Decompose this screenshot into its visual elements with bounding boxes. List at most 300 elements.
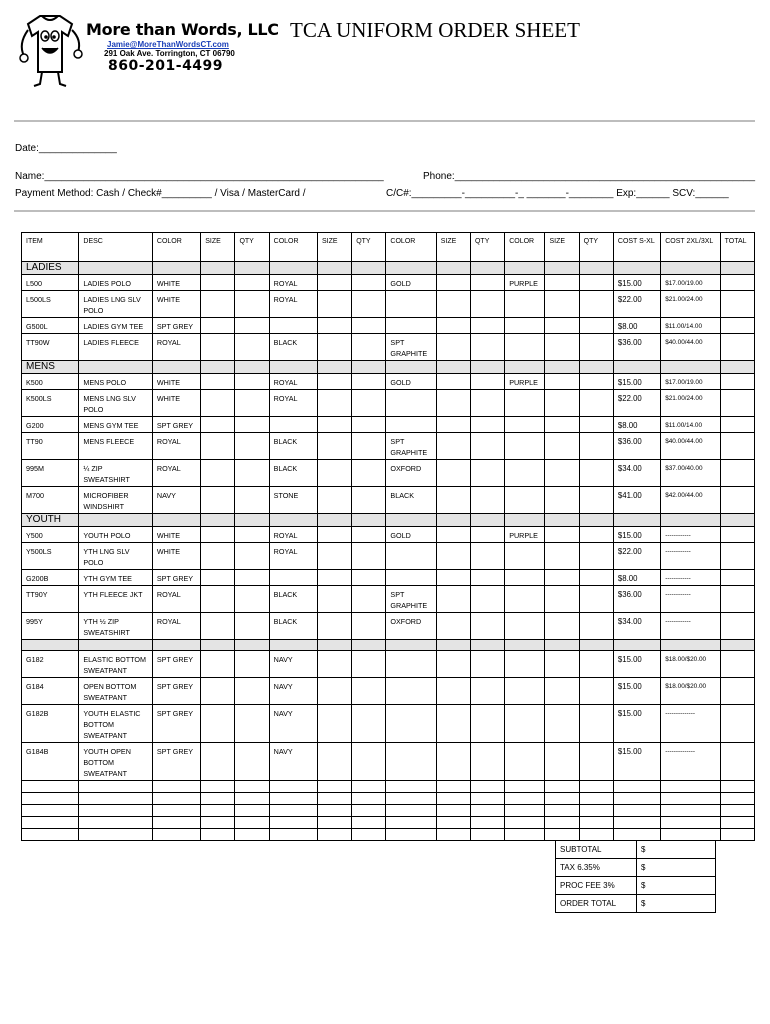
- size-input-cell[interactable]: [545, 705, 579, 743]
- color-option: SPT GRAPHITE: [386, 586, 436, 613]
- blank-input-cell[interactable]: [436, 793, 470, 805]
- qty-input-cell[interactable]: [470, 613, 504, 640]
- qty-input-cell[interactable]: [352, 613, 386, 640]
- qty-input-cell[interactable]: [470, 390, 504, 417]
- blank-input-cell[interactable]: [579, 817, 613, 829]
- blank-input-cell[interactable]: [235, 805, 269, 817]
- blank-input-cell[interactable]: [201, 805, 235, 817]
- size-input-cell[interactable]: [545, 417, 579, 433]
- qty-input-cell[interactable]: [235, 543, 269, 570]
- size-input-cell[interactable]: [545, 433, 579, 460]
- blank-input-cell[interactable]: [317, 817, 351, 829]
- blank-input-cell[interactable]: [545, 781, 579, 793]
- table-row: [22, 275, 755, 291]
- blank-input-cell[interactable]: [201, 793, 235, 805]
- row-total-cell[interactable]: [720, 433, 754, 460]
- qty-input-cell[interactable]: [579, 543, 613, 570]
- color-option: SPT GRAPHITE: [386, 334, 436, 361]
- blank-input-cell[interactable]: [613, 817, 660, 829]
- qty-input-cell[interactable]: [470, 291, 504, 318]
- size-input-cell[interactable]: [545, 613, 579, 640]
- row-total-cell[interactable]: [720, 460, 754, 487]
- blank-input-cell[interactable]: [152, 829, 200, 841]
- qty-input-cell[interactable]: [352, 651, 386, 678]
- qty-input-cell[interactable]: [352, 334, 386, 361]
- size-input-cell[interactable]: [201, 527, 235, 543]
- blank-input-cell[interactable]: [352, 817, 386, 829]
- qty-input-cell[interactable]: [352, 374, 386, 390]
- row-total-cell[interactable]: [720, 291, 754, 318]
- qty-input-cell[interactable]: [579, 390, 613, 417]
- qty-input-cell[interactable]: [235, 334, 269, 361]
- qty-input-cell[interactable]: [579, 570, 613, 586]
- blank-input-cell[interactable]: [470, 793, 504, 805]
- size-input-cell[interactable]: [201, 651, 235, 678]
- color-option: SPT GRAPHITE: [386, 433, 436, 460]
- divider-bottom: [14, 210, 755, 212]
- qty-input-cell[interactable]: [470, 318, 504, 334]
- qty-input-cell[interactable]: [352, 570, 386, 586]
- blank-input-cell[interactable]: [579, 793, 613, 805]
- item-description: ¼ ZIP SWEATSHIRT: [79, 460, 153, 487]
- cost-2xl-3xl: $42.00/44.00: [661, 487, 720, 514]
- qty-input-cell[interactable]: [352, 527, 386, 543]
- size-input-cell[interactable]: [201, 318, 235, 334]
- section-fill-cell: [269, 514, 317, 527]
- qty-input-cell[interactable]: [235, 678, 269, 705]
- size-input-cell[interactable]: [436, 543, 470, 570]
- qty-input-cell[interactable]: [470, 334, 504, 361]
- blank-input-cell[interactable]: [235, 829, 269, 841]
- size-input-cell[interactable]: [201, 460, 235, 487]
- credit-card-field[interactable]: C/C#:_________-_________-_ _______-________ Exp:______ SCV:______: [386, 188, 729, 199]
- totals-value[interactable]: $: [637, 877, 716, 895]
- color-option: [505, 743, 545, 781]
- qty-input-cell[interactable]: [235, 291, 269, 318]
- size-input-cell[interactable]: [317, 743, 351, 781]
- size-input-cell[interactable]: [545, 678, 579, 705]
- qty-input-cell[interactable]: [579, 651, 613, 678]
- qty-input-cell[interactable]: [579, 318, 613, 334]
- qty-input-cell[interactable]: [352, 586, 386, 613]
- qty-input-cell[interactable]: [579, 374, 613, 390]
- qty-input-cell[interactable]: [470, 543, 504, 570]
- qty-input-cell[interactable]: [352, 390, 386, 417]
- blank-input-cell[interactable]: [317, 829, 351, 841]
- color-option: GOLD: [386, 374, 436, 390]
- blank-input-cell[interactable]: [505, 805, 545, 817]
- qty-input-cell[interactable]: [579, 275, 613, 291]
- qty-input-cell[interactable]: [352, 291, 386, 318]
- size-input-cell[interactable]: [317, 417, 351, 433]
- row-total-cell[interactable]: [720, 275, 754, 291]
- size-input-cell[interactable]: [317, 586, 351, 613]
- qty-input-cell[interactable]: [579, 460, 613, 487]
- blank-input-cell[interactable]: [152, 817, 200, 829]
- item-code: G500L: [22, 318, 79, 334]
- section-fill-cell: [352, 514, 386, 527]
- size-input-cell[interactable]: [436, 291, 470, 318]
- totals-value[interactable]: $: [637, 841, 716, 859]
- qty-input-cell[interactable]: [352, 433, 386, 460]
- row-total-cell[interactable]: [720, 374, 754, 390]
- size-input-cell[interactable]: [545, 586, 579, 613]
- qty-input-cell[interactable]: [352, 417, 386, 433]
- size-input-cell[interactable]: [201, 543, 235, 570]
- qty-input-cell[interactable]: [579, 433, 613, 460]
- blank-input-cell[interactable]: [505, 781, 545, 793]
- size-input-cell[interactable]: [317, 705, 351, 743]
- qty-input-cell[interactable]: [470, 275, 504, 291]
- qty-input-cell[interactable]: [470, 678, 504, 705]
- qty-input-cell[interactable]: [470, 743, 504, 781]
- blank-input-cell[interactable]: [613, 829, 660, 841]
- qty-input-cell[interactable]: [352, 275, 386, 291]
- blank-input-cell[interactable]: [235, 817, 269, 829]
- blank-input-cell[interactable]: [661, 781, 720, 793]
- blank-input-cell[interactable]: [22, 817, 79, 829]
- blank-input-cell[interactable]: [152, 805, 200, 817]
- color-option: [386, 417, 436, 433]
- blank-input-cell[interactable]: [317, 781, 351, 793]
- blank-input-cell[interactable]: [470, 805, 504, 817]
- blank-input-cell[interactable]: [436, 781, 470, 793]
- company-email-link[interactable]: Jamie@MoreThanWordsCT.com: [107, 40, 229, 49]
- color-option: WHITE: [152, 543, 200, 570]
- size-input-cell[interactable]: [201, 586, 235, 613]
- row-total-cell[interactable]: [720, 613, 754, 640]
- size-input-cell[interactable]: [545, 743, 579, 781]
- qty-input-cell[interactable]: [235, 374, 269, 390]
- qty-input-cell[interactable]: [579, 334, 613, 361]
- blank-input-cell[interactable]: [436, 817, 470, 829]
- qty-input-cell[interactable]: [235, 743, 269, 781]
- size-input-cell[interactable]: [201, 433, 235, 460]
- blank-input-cell[interactable]: [269, 781, 317, 793]
- qty-input-cell[interactable]: [470, 527, 504, 543]
- blank-input-cell[interactable]: [352, 829, 386, 841]
- size-input-cell[interactable]: [436, 743, 470, 781]
- blank-input-cell[interactable]: [505, 793, 545, 805]
- size-input-cell[interactable]: [317, 651, 351, 678]
- blank-input-cell[interactable]: [201, 817, 235, 829]
- blank-input-cell[interactable]: [269, 817, 317, 829]
- size-input-cell[interactable]: [436, 705, 470, 743]
- row-total-cell[interactable]: [720, 527, 754, 543]
- blank-input-cell[interactable]: [720, 829, 754, 841]
- blank-input-cell[interactable]: [386, 817, 436, 829]
- table-row: [22, 651, 755, 678]
- name-field[interactable]: Name:_____________________________________________________________: [15, 171, 384, 182]
- row-total-cell[interactable]: [720, 570, 754, 586]
- size-input-cell[interactable]: [201, 743, 235, 781]
- size-input-cell[interactable]: [436, 586, 470, 613]
- qty-input-cell[interactable]: [470, 705, 504, 743]
- blank-input-cell[interactable]: [545, 805, 579, 817]
- size-input-cell[interactable]: [317, 433, 351, 460]
- table-row: [22, 374, 755, 390]
- blank-input-cell[interactable]: [386, 829, 436, 841]
- blank-input-cell[interactable]: [79, 781, 153, 793]
- qty-input-cell[interactable]: [579, 527, 613, 543]
- blank-input-cell[interactable]: [235, 781, 269, 793]
- size-input-cell[interactable]: [436, 527, 470, 543]
- separator-cell: [201, 640, 235, 651]
- qty-input-cell[interactable]: [235, 390, 269, 417]
- size-input-cell[interactable]: [201, 705, 235, 743]
- qty-input-cell[interactable]: [470, 487, 504, 514]
- qty-input-cell[interactable]: [235, 570, 269, 586]
- blank-input-cell[interactable]: [269, 829, 317, 841]
- blank-input-cell[interactable]: [505, 829, 545, 841]
- row-total-cell[interactable]: [720, 586, 754, 613]
- payment-method-field[interactable]: Payment Method: Cash / Check#_________ / Visa / MasterCard /: [15, 188, 306, 199]
- size-input-cell[interactable]: [201, 275, 235, 291]
- blank-input-cell[interactable]: [661, 793, 720, 805]
- blank-input-cell[interactable]: [269, 805, 317, 817]
- qty-input-cell[interactable]: [579, 678, 613, 705]
- blank-input-cell[interactable]: [545, 793, 579, 805]
- blank-input-cell[interactable]: [505, 817, 545, 829]
- size-input-cell[interactable]: [201, 374, 235, 390]
- size-input-cell[interactable]: [317, 487, 351, 514]
- qty-input-cell[interactable]: [235, 651, 269, 678]
- size-input-cell[interactable]: [317, 613, 351, 640]
- qty-input-cell[interactable]: [235, 705, 269, 743]
- blank-input-cell[interactable]: [235, 793, 269, 805]
- divider-top: [14, 120, 755, 122]
- blank-input-cell[interactable]: [152, 793, 200, 805]
- blank-input-cell[interactable]: [317, 793, 351, 805]
- qty-input-cell[interactable]: [579, 417, 613, 433]
- qty-input-cell[interactable]: [470, 651, 504, 678]
- blank-input-cell[interactable]: [470, 781, 504, 793]
- size-input-cell[interactable]: [436, 275, 470, 291]
- qty-input-cell[interactable]: [352, 460, 386, 487]
- size-input-cell[interactable]: [545, 318, 579, 334]
- qty-input-cell[interactable]: [470, 433, 504, 460]
- blank-input-cell[interactable]: [317, 805, 351, 817]
- size-input-cell[interactable]: [201, 487, 235, 514]
- blank-input-cell[interactable]: [22, 781, 79, 793]
- blank-input-cell[interactable]: [386, 805, 436, 817]
- size-input-cell[interactable]: [317, 570, 351, 586]
- blank-input-cell[interactable]: [720, 805, 754, 817]
- qty-input-cell[interactable]: [235, 613, 269, 640]
- qty-input-cell[interactable]: [352, 743, 386, 781]
- qty-input-cell[interactable]: [470, 417, 504, 433]
- row-total-cell[interactable]: [720, 743, 754, 781]
- qty-input-cell[interactable]: [235, 527, 269, 543]
- row-total-cell[interactable]: [720, 318, 754, 334]
- row-total-cell[interactable]: [720, 651, 754, 678]
- totals-value[interactable]: $: [637, 895, 716, 913]
- blank-input-cell[interactable]: [613, 781, 660, 793]
- size-input-cell[interactable]: [436, 570, 470, 586]
- cost-2xl-3xl: $17.00/19.00: [661, 374, 720, 390]
- size-input-cell[interactable]: [436, 390, 470, 417]
- qty-input-cell[interactable]: [235, 460, 269, 487]
- blank-input-cell[interactable]: [661, 817, 720, 829]
- blank-input-cell[interactable]: [79, 817, 153, 829]
- size-input-cell[interactable]: [436, 417, 470, 433]
- qty-input-cell[interactable]: [470, 586, 504, 613]
- blank-input-cell[interactable]: [545, 817, 579, 829]
- size-input-cell[interactable]: [317, 678, 351, 705]
- totals-value[interactable]: $: [637, 859, 716, 877]
- qty-input-cell[interactable]: [579, 586, 613, 613]
- blank-input-cell[interactable]: [269, 793, 317, 805]
- blank-input-cell[interactable]: [22, 805, 79, 817]
- blank-input-cell[interactable]: [470, 829, 504, 841]
- color-option: [505, 543, 545, 570]
- size-input-cell[interactable]: [545, 374, 579, 390]
- blank-input-cell[interactable]: [470, 817, 504, 829]
- qty-input-cell[interactable]: [352, 543, 386, 570]
- size-input-cell[interactable]: [317, 390, 351, 417]
- blank-input-cell[interactable]: [613, 805, 660, 817]
- blank-input-cell[interactable]: [352, 793, 386, 805]
- size-input-cell[interactable]: [317, 543, 351, 570]
- blank-input-cell[interactable]: [661, 805, 720, 817]
- size-input-cell[interactable]: [201, 417, 235, 433]
- size-input-cell[interactable]: [201, 291, 235, 318]
- blank-input-cell[interactable]: [386, 793, 436, 805]
- size-input-cell[interactable]: [545, 460, 579, 487]
- section-fill-cell: [79, 514, 153, 527]
- size-input-cell[interactable]: [317, 374, 351, 390]
- size-input-cell[interactable]: [436, 334, 470, 361]
- blank-input-cell[interactable]: [79, 793, 153, 805]
- table-row: [22, 417, 755, 433]
- table-row: [22, 527, 755, 543]
- qty-input-cell[interactable]: [579, 487, 613, 514]
- table-row: [22, 678, 755, 705]
- size-input-cell[interactable]: [317, 334, 351, 361]
- size-input-cell[interactable]: [201, 678, 235, 705]
- size-input-cell[interactable]: [317, 460, 351, 487]
- size-input-cell[interactable]: [201, 570, 235, 586]
- color-option: [386, 570, 436, 586]
- qty-input-cell[interactable]: [470, 460, 504, 487]
- blank-input-cell[interactable]: [22, 793, 79, 805]
- size-input-cell[interactable]: [545, 334, 579, 361]
- qty-input-cell[interactable]: [235, 318, 269, 334]
- blank-input-cell[interactable]: [720, 817, 754, 829]
- size-input-cell[interactable]: [436, 433, 470, 460]
- section-fill-cell: [579, 361, 613, 374]
- size-input-cell[interactable]: [436, 487, 470, 514]
- size-input-cell[interactable]: [436, 460, 470, 487]
- size-input-cell[interactable]: [201, 390, 235, 417]
- size-input-cell[interactable]: [545, 543, 579, 570]
- section-fill-cell: [613, 262, 660, 275]
- size-input-cell[interactable]: [436, 374, 470, 390]
- qty-input-cell[interactable]: [579, 291, 613, 318]
- size-input-cell[interactable]: [317, 527, 351, 543]
- size-input-cell[interactable]: [545, 275, 579, 291]
- row-total-cell[interactable]: [720, 417, 754, 433]
- size-input-cell[interactable]: [436, 651, 470, 678]
- cost-s-xl: $34.00: [613, 460, 660, 487]
- section-fill-cell: [152, 514, 200, 527]
- row-total-cell[interactable]: [720, 543, 754, 570]
- color-option: ROYAL: [152, 334, 200, 361]
- size-input-cell[interactable]: [545, 570, 579, 586]
- size-input-cell[interactable]: [317, 291, 351, 318]
- row-total-cell[interactable]: [720, 678, 754, 705]
- qty-input-cell[interactable]: [235, 586, 269, 613]
- qty-input-cell[interactable]: [235, 417, 269, 433]
- date-field[interactable]: Date:______________: [15, 143, 117, 154]
- blank-input-cell[interactable]: [79, 805, 153, 817]
- blank-input-cell[interactable]: [22, 829, 79, 841]
- size-input-cell[interactable]: [436, 613, 470, 640]
- blank-input-cell[interactable]: [352, 781, 386, 793]
- blank-input-cell[interactable]: [79, 829, 153, 841]
- qty-input-cell[interactable]: [352, 487, 386, 514]
- qty-input-cell[interactable]: [235, 433, 269, 460]
- size-input-cell[interactable]: [545, 390, 579, 417]
- size-input-cell[interactable]: [545, 651, 579, 678]
- phone-field[interactable]: Phone:______________________________________________________: [423, 171, 756, 182]
- blank-input-cell[interactable]: [386, 781, 436, 793]
- qty-input-cell[interactable]: [352, 678, 386, 705]
- size-input-cell[interactable]: [201, 334, 235, 361]
- qty-input-cell[interactable]: [470, 374, 504, 390]
- size-input-cell[interactable]: [201, 613, 235, 640]
- blank-input-cell[interactable]: [579, 829, 613, 841]
- row-total-cell[interactable]: [720, 487, 754, 514]
- qty-input-cell[interactable]: [579, 705, 613, 743]
- row-total-cell[interactable]: [720, 334, 754, 361]
- color-option: ROYAL: [269, 291, 317, 318]
- qty-input-cell[interactable]: [235, 487, 269, 514]
- qty-input-cell[interactable]: [579, 613, 613, 640]
- size-input-cell[interactable]: [317, 275, 351, 291]
- section-fill-cell: [386, 262, 436, 275]
- size-input-cell[interactable]: [317, 318, 351, 334]
- blank-input-cell[interactable]: [352, 805, 386, 817]
- qty-input-cell[interactable]: [235, 275, 269, 291]
- qty-input-cell[interactable]: [352, 705, 386, 743]
- qty-input-cell[interactable]: [352, 318, 386, 334]
- qty-input-cell[interactable]: [579, 743, 613, 781]
- blank-input-cell[interactable]: [579, 781, 613, 793]
- table-row: [22, 743, 755, 781]
- size-input-cell[interactable]: [545, 487, 579, 514]
- column-header: COLOR: [386, 233, 436, 262]
- blank-input-cell[interactable]: [579, 805, 613, 817]
- blank-input-cell[interactable]: [436, 805, 470, 817]
- blank-input-cell[interactable]: [661, 829, 720, 841]
- row-total-cell[interactable]: [720, 390, 754, 417]
- blank-input-cell[interactable]: [613, 793, 660, 805]
- blank-input-cell[interactable]: [720, 793, 754, 805]
- blank-input-cell[interactable]: [720, 781, 754, 793]
- blank-input-cell[interactable]: [436, 829, 470, 841]
- blank-input-cell[interactable]: [201, 829, 235, 841]
- blank-input-cell[interactable]: [152, 781, 200, 793]
- blank-input-cell[interactable]: [545, 829, 579, 841]
- size-input-cell[interactable]: [436, 318, 470, 334]
- size-input-cell[interactable]: [545, 291, 579, 318]
- size-input-cell[interactable]: [436, 678, 470, 705]
- size-input-cell[interactable]: [545, 527, 579, 543]
- row-total-cell[interactable]: [720, 705, 754, 743]
- blank-input-cell[interactable]: [201, 781, 235, 793]
- qty-input-cell[interactable]: [470, 570, 504, 586]
